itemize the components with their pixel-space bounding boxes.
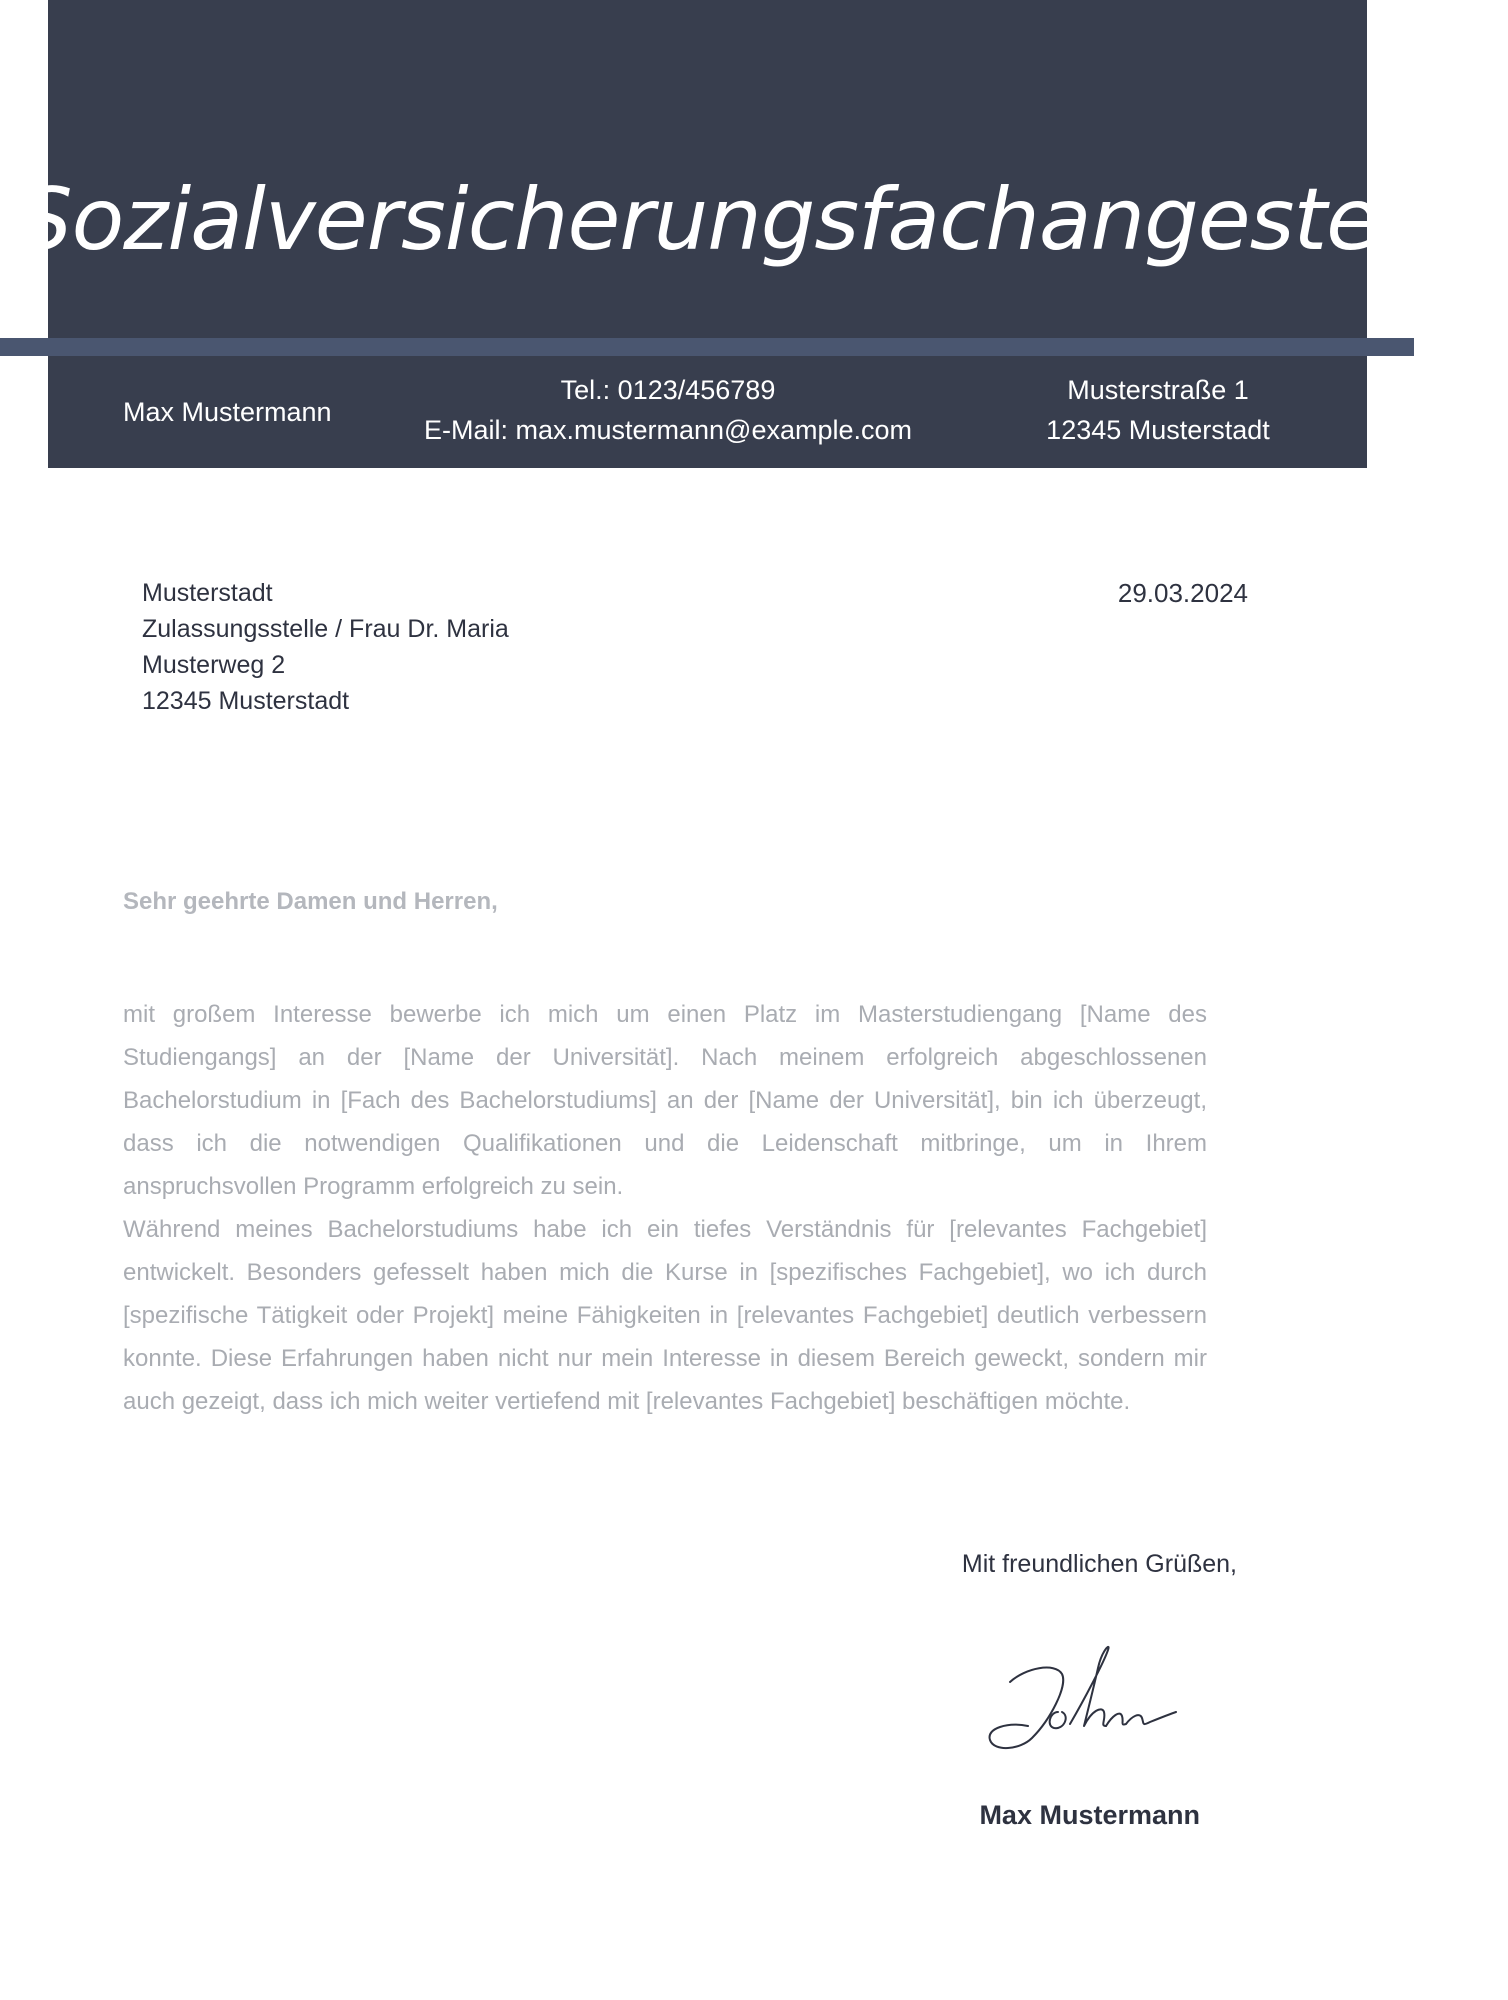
contact-email: E-Mail: max.mustermann@example.com — [423, 415, 913, 445]
header-stripe — [0, 338, 1414, 356]
header-banner — [18, 0, 1508, 338]
contact-city: 12345 Musterstadt — [1046, 415, 1270, 445]
contact-phone-email — [418, 370, 918, 450]
contact-phone: Tel.: 0123/456789 — [560, 375, 776, 405]
recipient-line: 12345 Musterstadt — [142, 687, 350, 715]
signer-name: Max Mustermann — [979, 1800, 1200, 1830]
letter-date: 29.03.2024 — [1117, 578, 1248, 608]
salutation: Sehr geehrte Damen und Herren, — [123, 888, 498, 915]
signature-image — [980, 1640, 1190, 1760]
contact-street: Musterstraße 1 — [1067, 375, 1249, 405]
contact-name: Max Mustermann — [123, 397, 332, 427]
page-title: Sozialversicherungsfachangestellte — [18, 170, 1508, 270]
recipient-line: Musterweg 2 — [142, 651, 286, 679]
contact-bar — [48, 356, 1367, 468]
contact-address — [1018, 370, 1298, 450]
body-paragraph: mit großem Interesse bewerbe ich mich um einen Platz im Masterstudiengang [Name des Studiengangs] an der [Name der Universität]. Nach meinem erfolgreich abgeschlossenen Bachelorstudium in [Fach des Bachelorstudiums] an der [Name der Universität], bin ich überzeugt, dass ich die notwendigen Qualifikationen und die Leidenschaft mitbringe, um in Ihrem anspruchsvollen Programm erfolgreich zu sein. — [123, 1001, 1207, 1200]
letter-body — [123, 993, 1207, 1423]
recipient-line: Musterstadt — [142, 579, 273, 607]
closing: Mit freundlichen Grüßen, — [961, 1550, 1237, 1578]
recipient-line: Zulassungsstelle / Frau Dr. Maria — [142, 615, 509, 643]
body-paragraph: Während meines Bachelorstudiums habe ich ein tiefes Verständnis für [relevantes Fachgebiet] entwickelt. Besonders gefesselt haben mich die Kurse in [spezifisches Fachgebiet], wo ich durch [spezifische Tätigkeit oder Projekt] meine Fähigkeiten in [relevantes Fachgebiet] deutlich verbessern konnte. Diese Erfahrungen haben nicht nur mein Interesse in diesem Bereich geweckt, sondern mir auch gezeigt, dass ich mich weiter vertiefend mit [relevantes Fachgebiet] beschäftigen möchte. — [123, 1216, 1207, 1415]
recipient-address — [142, 575, 509, 719]
